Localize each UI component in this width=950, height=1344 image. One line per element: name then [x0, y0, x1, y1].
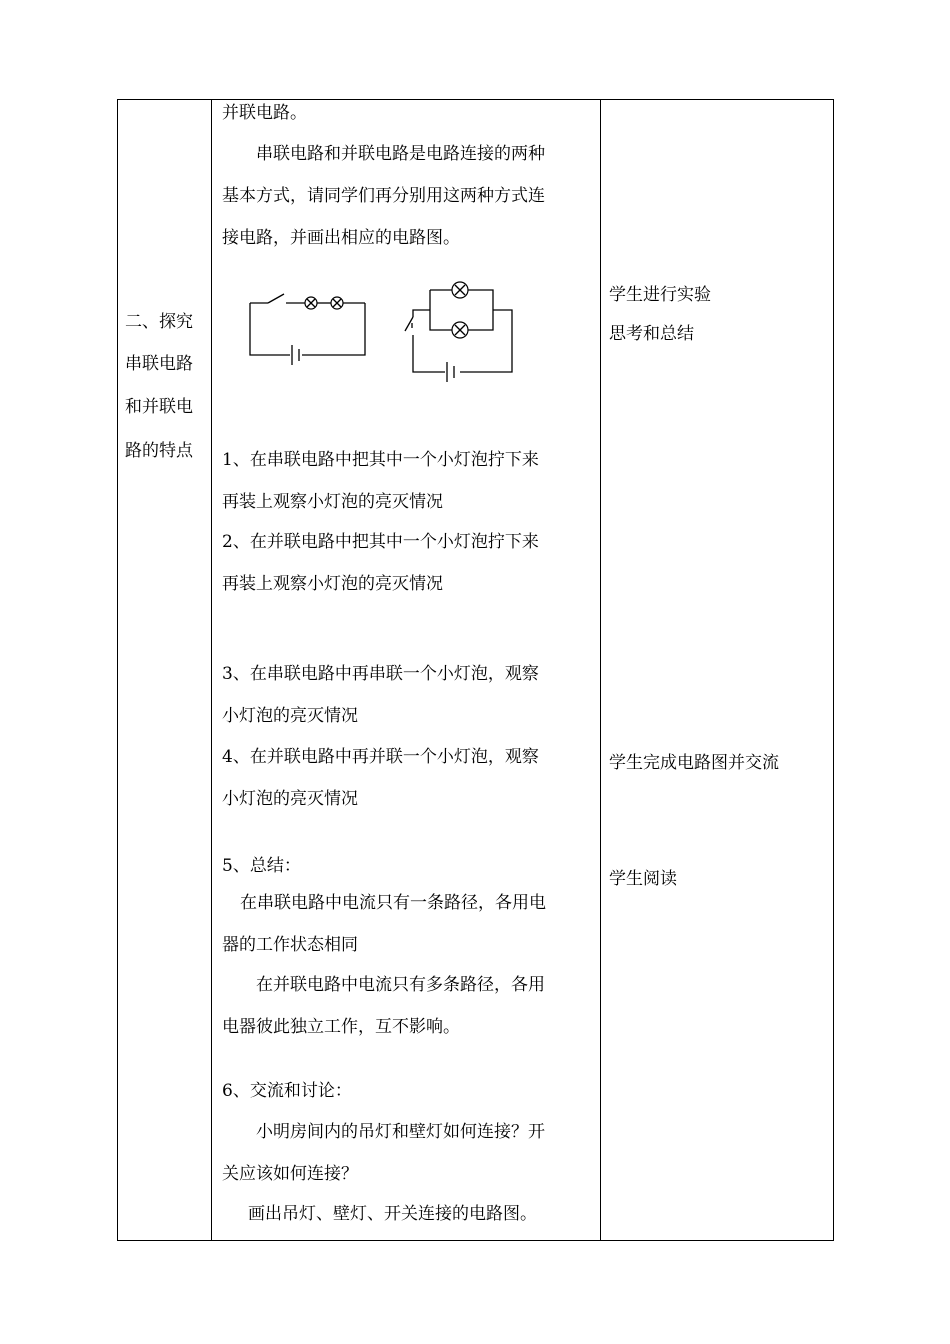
- summary-line-1: 在串联电路中电流只有一条路径，各用电: [240, 893, 546, 913]
- summary-line-2: 器的工作状态相同: [222, 935, 358, 955]
- item-1-line-1: 1、在串联电路中把其中一个小灯泡拧下来: [222, 450, 539, 470]
- student-activity-1-line-1: 学生进行实验: [609, 285, 711, 305]
- series-circuit-diagram: [240, 285, 380, 375]
- intro-line-2: 基本方式，请同学们再分别用这两种方式连: [222, 186, 545, 206]
- item-3-line-1: 3、在串联电路中再串联一个小灯泡，观察: [222, 664, 539, 684]
- summary-line-3: 在并联电路中电流只有多条路径，各用: [256, 975, 545, 995]
- student-activity-1-line-2: 思考和总结: [609, 324, 694, 344]
- summary-line-4: 电器彼此独立工作，互不影响。: [222, 1017, 460, 1037]
- intro-tail: 并联电路。: [222, 103, 307, 123]
- switch-lever: [268, 294, 284, 303]
- summary-heading: 5、总结：: [222, 856, 301, 876]
- intro-line-3: 接电路，并画出相应的电路图。: [222, 228, 460, 248]
- student-activity-3: 学生阅读: [609, 869, 677, 889]
- column-divider-1: [211, 100, 212, 1240]
- parallel-circuit-diagram: [395, 275, 530, 390]
- discussion-heading: 6、交流和讨论：: [222, 1081, 352, 1101]
- column-divider-2: [600, 100, 601, 1240]
- section-title-line-3: 和并联电: [125, 397, 193, 417]
- section-title-line-1: 二、探究: [125, 312, 193, 332]
- item-3-line-2: 小灯泡的亮灭情况: [222, 706, 358, 726]
- item-2-line-1: 2、在并联电路中把其中一个小灯泡拧下来: [222, 532, 539, 552]
- section-title-line-2: 串联电路: [125, 354, 193, 374]
- item-4-line-2: 小灯泡的亮灭情况: [222, 789, 358, 809]
- wire: [413, 310, 430, 317]
- item-2-line-2: 再装上观察小灯泡的亮灭情况: [222, 574, 443, 594]
- item-4-line-1: 4、在并联电路中再并联一个小灯泡，观察: [222, 747, 539, 767]
- discussion-line-2: 关应该如何连接？: [222, 1164, 358, 1184]
- student-activity-2: 学生完成电路图并交流: [609, 753, 779, 773]
- item-1-line-2: 再装上观察小灯泡的亮灭情况: [222, 492, 443, 512]
- section-title-line-4: 路的特点: [125, 441, 193, 461]
- discussion-line-3: 画出吊灯、壁灯、开关连接的电路图。: [248, 1204, 537, 1224]
- wire: [302, 303, 365, 355]
- discussion-line-1: 小明房间内的吊灯和壁灯如何连接？开: [256, 1122, 545, 1142]
- wire: [460, 310, 512, 372]
- wire: [250, 303, 290, 355]
- wire: [413, 335, 445, 372]
- intro-line-1: 串联电路和并联电路是电路连接的两种: [256, 144, 545, 164]
